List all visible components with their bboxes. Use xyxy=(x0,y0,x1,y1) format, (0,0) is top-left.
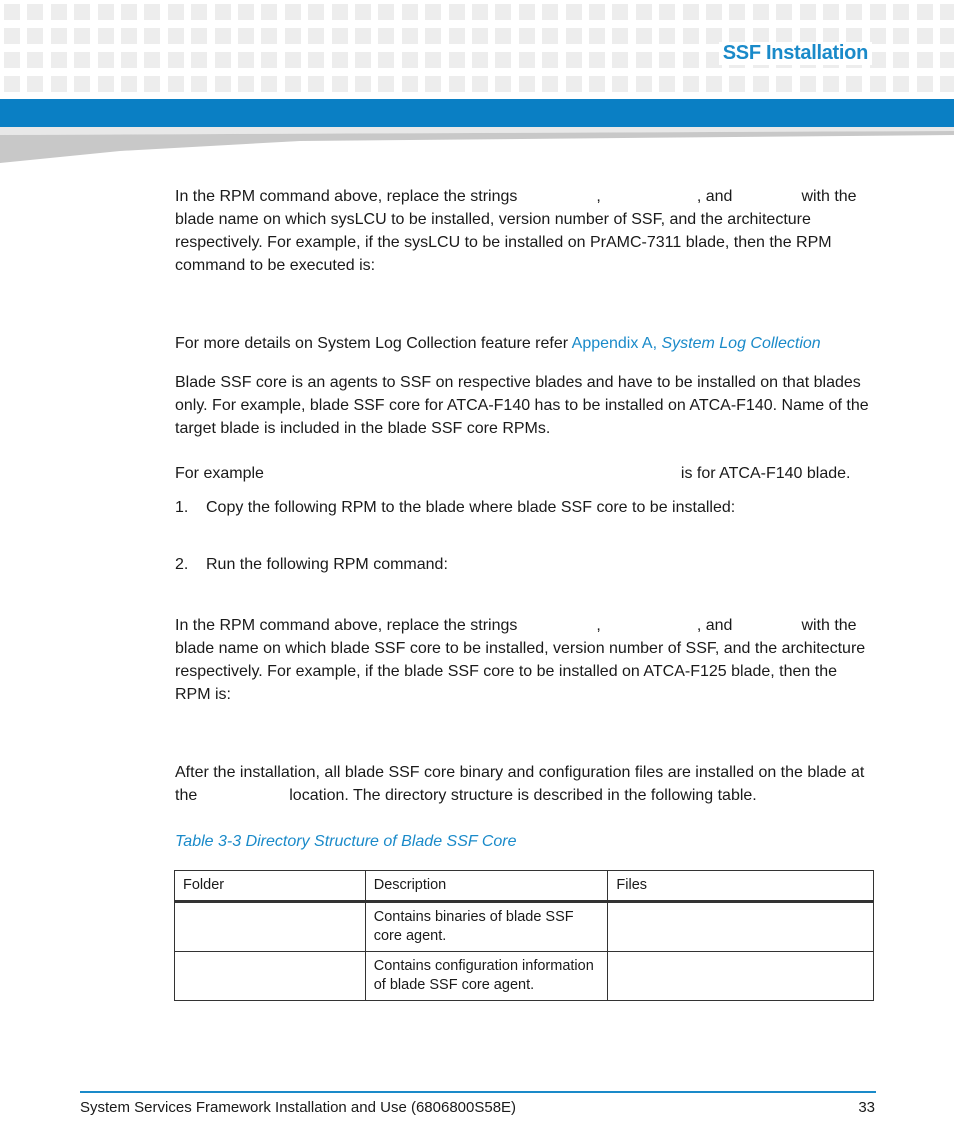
cell-description: Contains binaries of blade SSF core agent. xyxy=(365,902,608,952)
pattern-square xyxy=(542,52,558,68)
pattern-square xyxy=(332,28,348,44)
pattern-square xyxy=(917,52,933,68)
footer-doc-title: System Services Framework Installation and Use (6806800S58E) xyxy=(80,1099,517,1116)
pattern-square xyxy=(683,4,699,20)
pattern-square xyxy=(168,52,184,68)
pattern-square xyxy=(191,28,207,44)
pattern-square xyxy=(4,52,20,68)
pattern-square xyxy=(706,76,722,92)
pattern-square xyxy=(495,52,511,68)
table-caption: Table 3-3 Directory Structure of Blade SSF Core xyxy=(175,833,517,850)
pattern-square xyxy=(144,4,160,20)
pattern-square xyxy=(519,28,535,44)
pattern-square xyxy=(636,4,652,20)
pattern-square xyxy=(215,4,231,20)
pattern-square xyxy=(566,4,582,20)
pattern-square xyxy=(238,28,254,44)
pattern-square xyxy=(495,76,511,92)
pattern-square xyxy=(449,52,465,68)
pattern-square xyxy=(285,76,301,92)
footer-rule xyxy=(80,1091,876,1093)
pattern-square xyxy=(495,4,511,20)
paragraph-blade-ssf-core: Blade SSF core is an agents to SSF on respective blades and have to be installed on that blades only. For example, blade SSF core for ATCA-F140 has to be installed on ATCA-F140. Name of the target blade is included in the blade SSF core RPMs. xyxy=(175,374,869,437)
pattern-square xyxy=(893,52,909,68)
pattern-square xyxy=(472,4,488,20)
pattern-square xyxy=(261,28,277,44)
pattern-square xyxy=(51,76,67,92)
pattern-square xyxy=(215,52,231,68)
pattern-square xyxy=(729,4,745,20)
pattern-square xyxy=(51,28,67,44)
pattern-square xyxy=(4,28,20,44)
pattern-square xyxy=(823,76,839,92)
pattern-square xyxy=(940,52,954,68)
pattern-square xyxy=(940,4,954,20)
pattern-square xyxy=(261,76,277,92)
table-row xyxy=(175,902,874,952)
pattern-square xyxy=(402,76,418,92)
header-band xyxy=(0,99,954,127)
pattern-square xyxy=(285,52,301,68)
pattern-square xyxy=(519,52,535,68)
pattern-square xyxy=(846,76,862,92)
pattern-square xyxy=(144,76,160,92)
pattern-square xyxy=(659,52,675,68)
header-description: Description xyxy=(365,871,608,902)
header-files: Files xyxy=(608,871,874,902)
paragraph-syslog-reference: For more details on System Log Collection feature refer Appendix A, System Log Collection xyxy=(175,335,821,352)
cell-files xyxy=(608,902,874,952)
cell-folder xyxy=(175,902,366,952)
pattern-square xyxy=(917,28,933,44)
pattern-square xyxy=(308,4,324,20)
pattern-square xyxy=(753,76,769,92)
pattern-square xyxy=(355,76,371,92)
pattern-square xyxy=(566,28,582,44)
pattern-square xyxy=(495,28,511,44)
paragraph-replace-strings-syslcu: In the RPM command above, replace the strings , , and with the blade name on which sysLCU to be installed, version number of SSF, and the architecture respectively. For example, if the sysLCU to be installed on PrAMC-7311 blade, then the RPM command to be executed is: xyxy=(175,188,857,274)
pattern-square xyxy=(472,52,488,68)
pattern-square xyxy=(402,28,418,44)
pattern-square xyxy=(566,76,582,92)
pattern-square xyxy=(51,4,67,20)
pattern-square xyxy=(378,52,394,68)
pattern-square xyxy=(940,76,954,92)
pattern-square xyxy=(776,76,792,92)
pattern-square xyxy=(332,4,348,20)
pattern-square xyxy=(378,28,394,44)
section-title: SSF Installation xyxy=(719,42,872,65)
pattern-square xyxy=(589,4,605,20)
pattern-square xyxy=(636,76,652,92)
step-1: 1. Copy the following RPM to the blade where blade SSF core to be installed: xyxy=(175,499,736,516)
pattern-square xyxy=(4,4,20,20)
pattern-square xyxy=(27,4,43,20)
pattern-square xyxy=(27,52,43,68)
pattern-square xyxy=(870,52,886,68)
pattern-square xyxy=(402,4,418,20)
pattern-square xyxy=(168,4,184,20)
pattern-square xyxy=(449,4,465,20)
pattern-square xyxy=(4,76,20,92)
pattern-square xyxy=(729,76,745,92)
pattern-square xyxy=(589,28,605,44)
pattern-square xyxy=(893,76,909,92)
header-swoosh xyxy=(0,127,954,163)
pattern-square xyxy=(683,52,699,68)
page-number: 33 xyxy=(858,1099,875,1116)
pattern-square xyxy=(940,28,954,44)
table-row xyxy=(175,952,874,1001)
pattern-square xyxy=(74,28,90,44)
pattern-square xyxy=(98,76,114,92)
pattern-square xyxy=(612,28,628,44)
pattern-square xyxy=(870,76,886,92)
pattern-square xyxy=(472,28,488,44)
pattern-square xyxy=(168,28,184,44)
cell-description: Contains configuration information of blade SSF core agent. xyxy=(365,952,608,1001)
pattern-square xyxy=(566,52,582,68)
paragraph-replace-strings-blade: In the RPM command above, replace the strings , , and with the blade name on which blade SSF core to be installed, version number of SSF, and the architecture respectively. For example, if the blade SSF core to be installed on ATCA-F125 blade, then the RPM is: xyxy=(175,617,866,703)
pattern-square xyxy=(215,28,231,44)
pattern-square xyxy=(121,28,137,44)
pattern-square xyxy=(308,52,324,68)
pattern-square xyxy=(285,28,301,44)
pattern-square xyxy=(27,76,43,92)
pattern-square xyxy=(519,76,535,92)
pattern-square xyxy=(893,28,909,44)
pattern-square xyxy=(846,4,862,20)
pattern-square xyxy=(542,4,558,20)
pattern-square xyxy=(519,4,535,20)
header-folder: Folder xyxy=(175,871,366,902)
pattern-square xyxy=(659,4,675,20)
cell-files xyxy=(608,952,874,1001)
pattern-square xyxy=(191,76,207,92)
pattern-square xyxy=(449,28,465,44)
pattern-square xyxy=(121,52,137,68)
pattern-square xyxy=(74,52,90,68)
pattern-square xyxy=(542,76,558,92)
pattern-square xyxy=(215,76,231,92)
pattern-square xyxy=(589,52,605,68)
pattern-square xyxy=(308,76,324,92)
pattern-square xyxy=(261,4,277,20)
pattern-square xyxy=(98,52,114,68)
pattern-square xyxy=(144,28,160,44)
step-2: 2. Run the following RPM command: xyxy=(175,556,448,573)
pattern-square xyxy=(659,76,675,92)
pattern-square xyxy=(823,4,839,20)
pattern-square xyxy=(636,28,652,44)
pattern-square xyxy=(425,4,441,20)
pattern-square xyxy=(168,76,184,92)
pattern-square xyxy=(449,76,465,92)
pattern-square xyxy=(870,4,886,20)
pattern-square xyxy=(542,28,558,44)
pattern-square xyxy=(753,4,769,20)
pattern-square xyxy=(706,4,722,20)
pattern-square xyxy=(51,52,67,68)
pattern-square xyxy=(98,4,114,20)
pattern-square xyxy=(261,52,277,68)
pattern-square xyxy=(27,28,43,44)
pattern-square xyxy=(74,76,90,92)
pattern-square xyxy=(636,52,652,68)
pattern-square xyxy=(355,4,371,20)
appendix-link[interactable]: Appendix A, System Log Collection xyxy=(571,335,821,352)
paragraph-example: For example is for ATCA-F140 blade. xyxy=(175,465,851,482)
pattern-square xyxy=(285,4,301,20)
pattern-square xyxy=(378,4,394,20)
pattern-square xyxy=(612,4,628,20)
pattern-square xyxy=(402,52,418,68)
pattern-square xyxy=(332,76,348,92)
pattern-square xyxy=(425,76,441,92)
pattern-square xyxy=(659,28,675,44)
pattern-square xyxy=(238,76,254,92)
pattern-square xyxy=(683,76,699,92)
pattern-square xyxy=(425,52,441,68)
pattern-square xyxy=(776,4,792,20)
pattern-square xyxy=(121,4,137,20)
cell-folder xyxy=(175,952,366,1001)
directory-structure-table xyxy=(174,870,874,1001)
pattern-square xyxy=(238,4,254,20)
pattern-square xyxy=(144,52,160,68)
pattern-square xyxy=(378,76,394,92)
pattern-square xyxy=(612,76,628,92)
pattern-square xyxy=(800,4,816,20)
pattern-square xyxy=(238,52,254,68)
pattern-square xyxy=(917,4,933,20)
pattern-square xyxy=(121,76,137,92)
paragraph-after-installation: After the installation, all blade SSF core binary and configuration files are installed on the blade at the location. The directory structure is described in the following table. xyxy=(175,764,865,804)
pattern-square xyxy=(612,52,628,68)
pattern-square xyxy=(893,4,909,20)
pattern-square xyxy=(74,4,90,20)
pattern-square xyxy=(355,28,371,44)
pattern-square xyxy=(589,76,605,92)
pattern-square xyxy=(683,28,699,44)
pattern-square xyxy=(308,28,324,44)
pattern-square xyxy=(917,76,933,92)
pattern-square xyxy=(870,28,886,44)
table-header-row xyxy=(175,871,874,902)
pattern-square xyxy=(472,76,488,92)
pattern-square xyxy=(98,28,114,44)
pattern-square xyxy=(355,52,371,68)
pattern-square xyxy=(800,76,816,92)
pattern-square xyxy=(425,28,441,44)
pattern-square xyxy=(191,52,207,68)
pattern-square xyxy=(191,4,207,20)
pattern-square xyxy=(332,52,348,68)
